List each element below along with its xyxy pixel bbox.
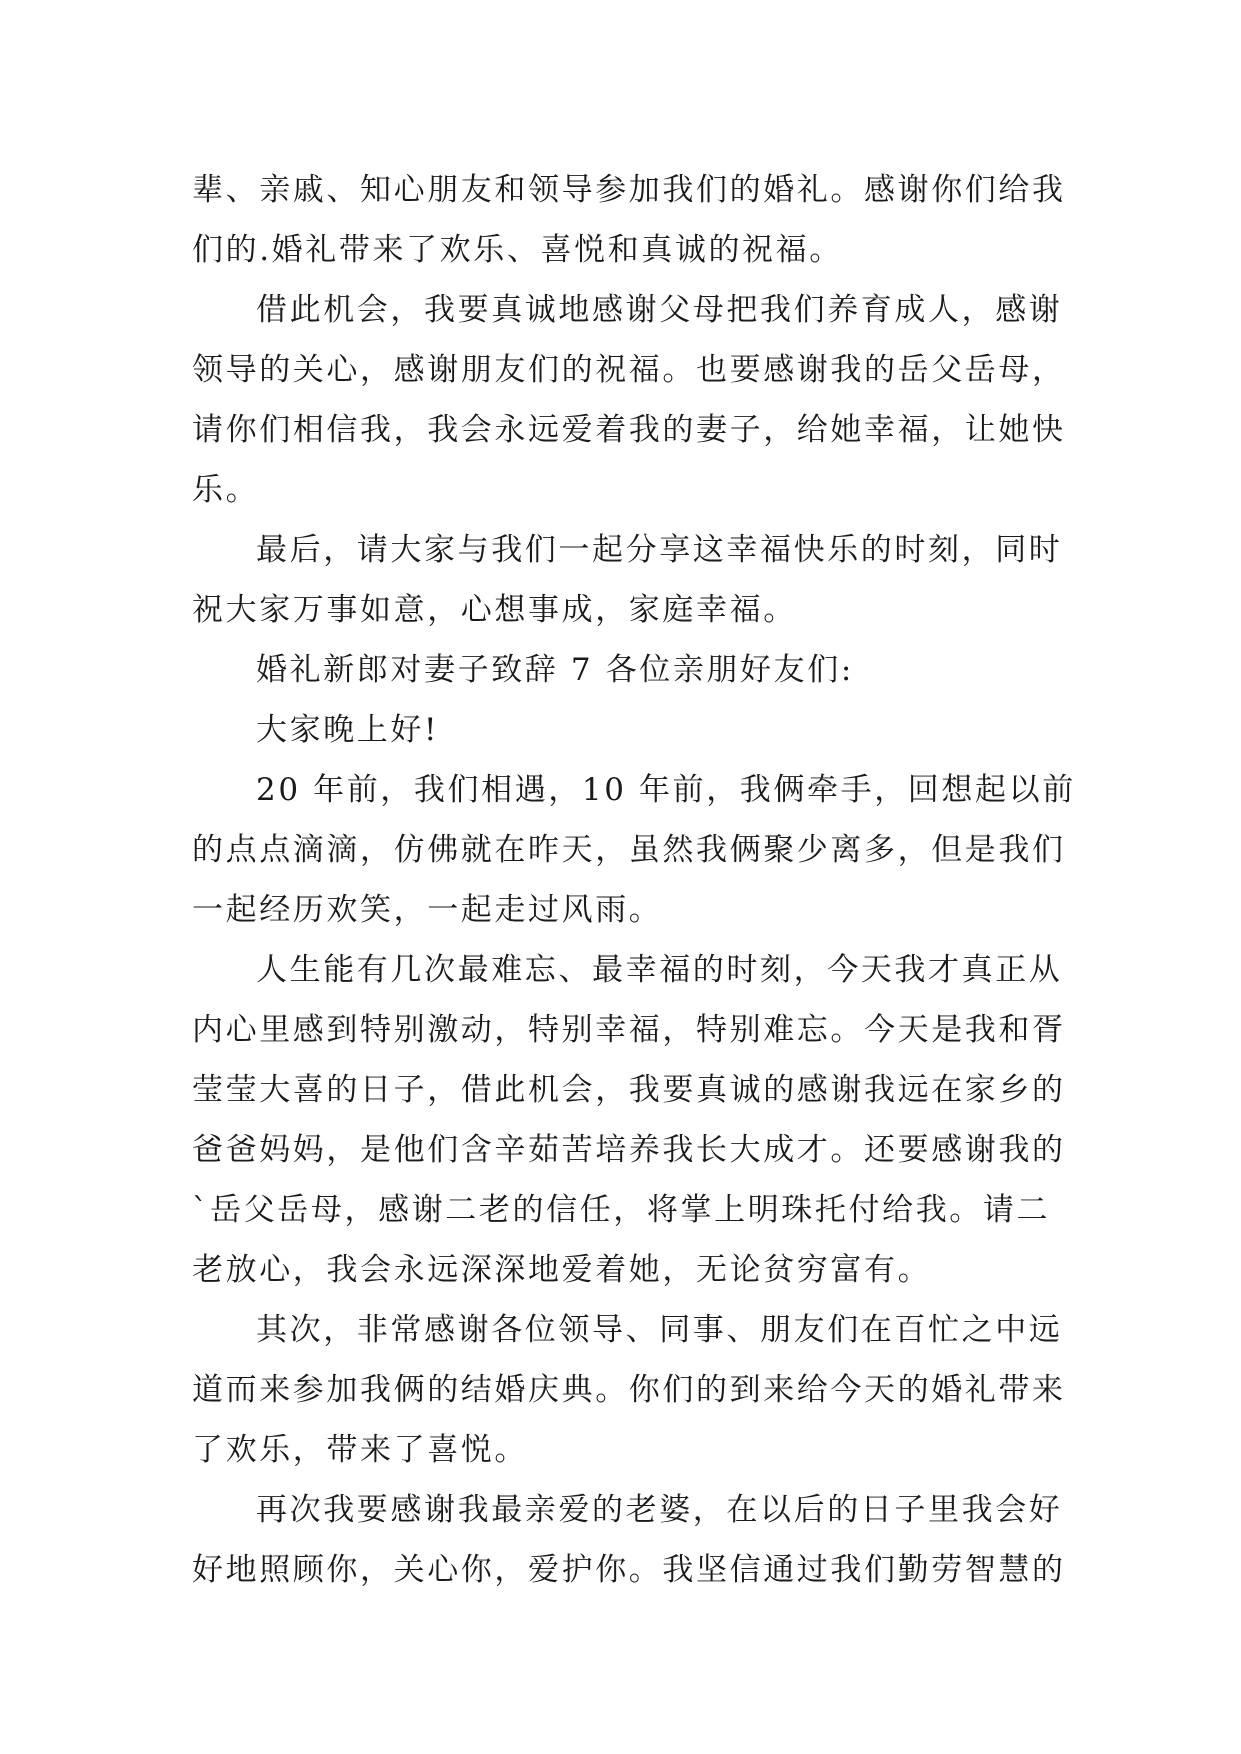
text-line: 请你们相信我，我会永远爱着我的妻子，给她幸福，让她快: [192, 412, 1066, 448]
text-line: 祝大家万事如意，心想事成，家庭幸福。: [192, 592, 797, 628]
text-line: 的点点滴滴，仿佛就在昨天，虽然我俩聚少离多，但是我们: [192, 832, 1066, 868]
text-line: 大家晚上好!: [256, 712, 440, 748]
text-line: 道而来参加我俩的结婚庆典。你们的到来给今天的婚礼带来: [192, 1372, 1066, 1408]
text-line: 领导的关心，感谢朋友们的祝福。也要感谢我的岳父岳母，: [192, 352, 1066, 388]
text-line: 爸爸妈妈，是他们含辛茹苦培养我长大成才。还要感谢我的: [192, 1132, 1066, 1168]
text-line: 好地照顾你，关心你，爱护你。我坚信通过我们勤劳智慧的: [192, 1552, 1066, 1588]
text-line: 其次，非常感谢各位领导、同事、朋友们在百忙之中远: [256, 1312, 1063, 1348]
text-line: 20 年前，我们相遇，10 年前，我俩牵手，回想起以前: [256, 772, 1076, 808]
text-line: 最后，请大家与我们一起分享这幸福快乐的时刻，同时: [256, 532, 1063, 568]
text-line: 婚礼新郎对妻子致辞 7 各位亲朋好友们:: [256, 652, 854, 688]
text-line: 了欢乐，带来了喜悦。: [192, 1432, 528, 1468]
text-line: 们的.婚礼带来了欢乐、喜悦和真诚的祝福。: [192, 232, 843, 268]
text-line: 再次我要感谢我最亲爱的老婆，在以后的日子里我会好: [256, 1492, 1063, 1528]
text-line: 老放心，我会永远深深地爱着她，无论贫穷富有。: [192, 1252, 932, 1288]
text-line: 人生能有几次最难忘、最幸福的时刻，今天我才真正从: [256, 952, 1063, 988]
text-line: 借此机会，我要真诚地感谢父母把我们养育成人，感谢: [256, 292, 1063, 328]
document-body: [192, 160, 1076, 1600]
text-line: 乐。: [192, 472, 260, 508]
text-line: 莹莹大喜的日子，借此机会，我要真诚的感谢我远在家乡的: [192, 1072, 1066, 1108]
text-line: 内心里感到特别激动，特别幸福，特别难忘。今天是我和胥: [192, 1012, 1066, 1048]
text-line: 一起经历欢笑，一起走过风雨。: [192, 892, 663, 928]
text-line: 辈、亲戚、知心朋友和领导参加我们的婚礼。感谢你们给我: [192, 172, 1066, 208]
text-line: `岳父岳母，感谢二老的信任，将掌上明珠托付给我。请二: [192, 1192, 1051, 1228]
